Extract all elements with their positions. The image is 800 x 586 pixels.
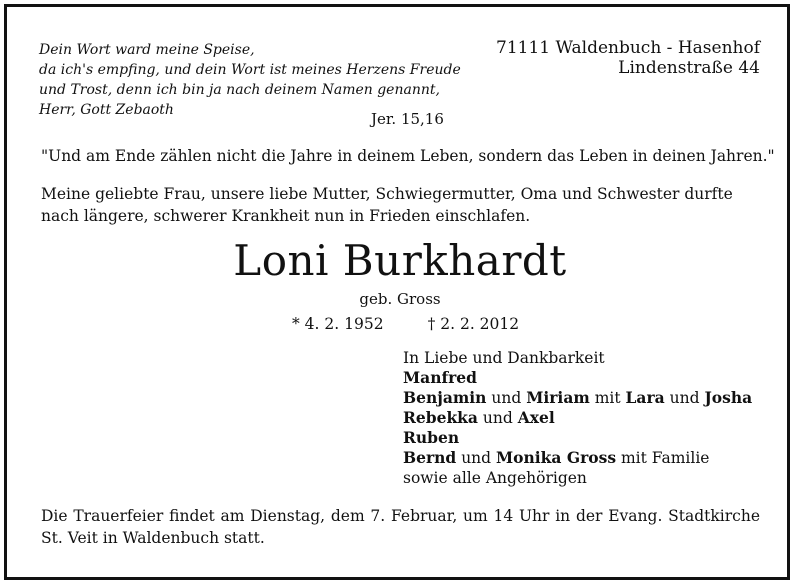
mourner-name: Lara bbox=[625, 388, 665, 407]
mourner-name: Miriam bbox=[526, 388, 590, 407]
mourner-line bbox=[403, 408, 752, 428]
verse-line: und Trost, denn ich bin ja nach deinem Namen genannt, bbox=[39, 82, 440, 98]
bible-verse bbox=[39, 40, 461, 120]
mourner-name: Bernd bbox=[403, 448, 457, 467]
birth-name: geb. Gross bbox=[359, 290, 441, 308]
life-dates bbox=[292, 315, 519, 333]
mourner-name: Rebekka bbox=[403, 408, 478, 427]
mourner-line bbox=[403, 428, 752, 448]
address-block bbox=[496, 38, 760, 78]
connector-text: und bbox=[482, 409, 513, 427]
quote-text: "Und am Ende zählen nicht die Jahre in deinem Leben, sondern das Leben in deinen Jahren." bbox=[41, 147, 775, 165]
mourners-list bbox=[403, 348, 752, 488]
mourner-name: Monika Gross bbox=[496, 448, 617, 467]
address-city: 71111 Waldenbuch - Hasenhof bbox=[496, 38, 760, 58]
birth-date: * 4. 2. 1952 bbox=[292, 315, 384, 333]
mourner-line bbox=[403, 368, 752, 388]
intro-text: Meine geliebte Frau, unsere liebe Mutter, Schwiegermutter, Oma und Schwester durfte nach längere, schwerer Krankheit nun in Frieden einschlafen. bbox=[41, 185, 733, 225]
mourner-line bbox=[403, 448, 752, 468]
mourner-line bbox=[403, 388, 752, 408]
address-street: Lindenstraße 44 bbox=[618, 58, 760, 78]
mourner-name: Josha bbox=[704, 388, 753, 407]
connector-text: und bbox=[461, 449, 492, 467]
verse-line: da ich's empfing, und dein Wort ist meines Herzens Freude bbox=[39, 62, 461, 78]
mourners-heading: In Liebe und Dankbarkeit bbox=[403, 349, 605, 367]
funeral-details: Die Trauerfeier findet am Dienstag, dem 7. Februar, um 14 Uhr in der Evang. Stadtkirche St. Veit in Waldenbuch statt. bbox=[41, 507, 760, 547]
verse-line: Herr, Gott Zebaoth bbox=[39, 102, 174, 118]
mourner-name: Ruben bbox=[403, 428, 460, 447]
mourner-name: Benjamin bbox=[403, 388, 487, 407]
mourner-name: Axel bbox=[517, 408, 555, 427]
connector-text: und bbox=[669, 389, 700, 407]
deceased-name: Loni Burkhardt bbox=[233, 236, 567, 285]
verse-line: Dein Wort ward meine Speise, bbox=[39, 42, 255, 58]
connector-text: mit bbox=[594, 389, 621, 407]
mourner-name: Manfred bbox=[403, 368, 478, 387]
connector-text: mit Familie bbox=[620, 449, 710, 467]
death-date: † 2. 2. 2012 bbox=[427, 315, 520, 333]
mourner-line: sowie alle Angehörigen bbox=[403, 469, 587, 487]
connector-text: und bbox=[491, 389, 522, 407]
verse-reference: Jer. 15,16 bbox=[371, 110, 444, 128]
